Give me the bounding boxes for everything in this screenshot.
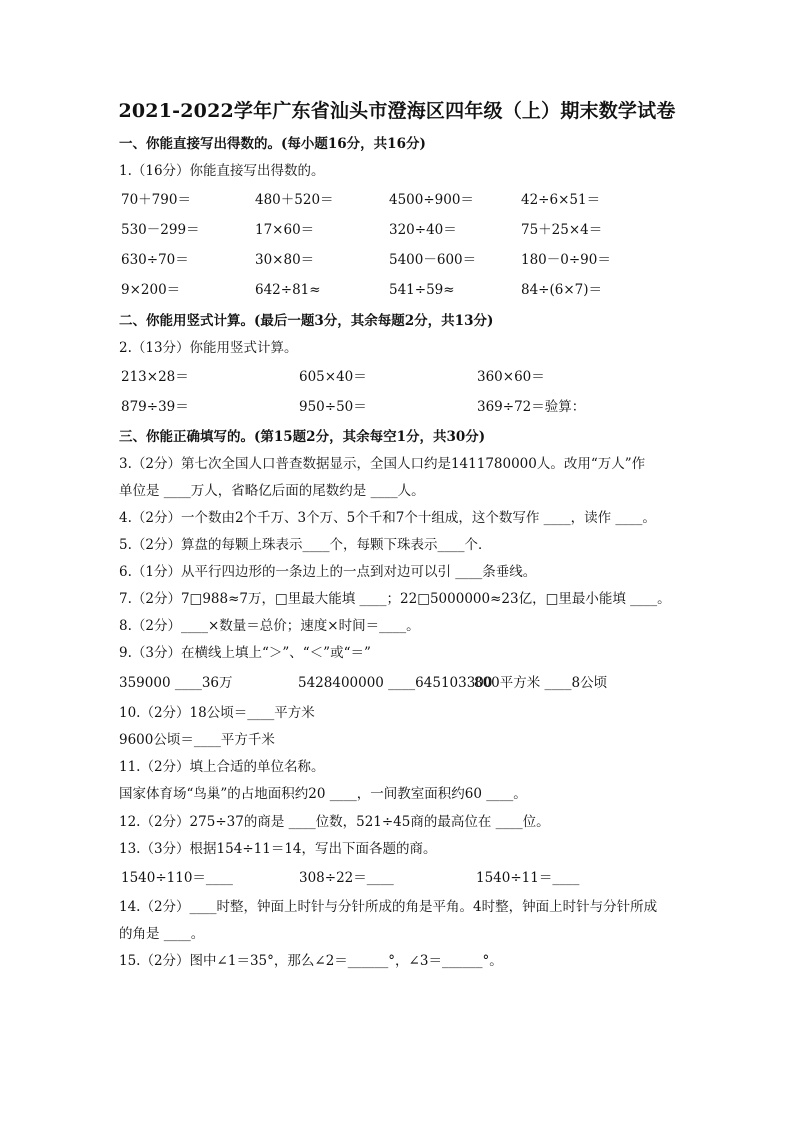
page-title: 2021-2022学年广东省汕头市澄海区四年级（上）期末数学试卷 [118, 100, 676, 122]
calc-item: 360×60＝ [477, 369, 545, 385]
calc-item: 30×80＝ [255, 252, 315, 268]
calc-item: 541÷59≈ [389, 282, 455, 298]
calc-item: 642÷81≈ [255, 282, 321, 298]
question-line: 11.（2分）填上合适的单位名称。 [119, 759, 325, 775]
question-line: 4.（2分）一个数由2个千万、3个万、5个千和7个十组成，这个数写作 ____，读作 ____。 [119, 510, 656, 526]
question-line: 6.（1分）从平行四边形的一条边上的一点到对边可以引 ____条垂线。 [119, 564, 537, 580]
vertical-calc-row [0, 368, 794, 386]
question-line: 9600公顷＝____平方千米 [119, 732, 275, 748]
question-line: 14.（2分）____时整，钟面上时针与分针所成的角是平角。4时整，钟面上时针与分针所成 [119, 899, 658, 915]
section3-heading: 三、你能正确填写的。(第15题2分，其余每空1分，共30分) [119, 429, 486, 445]
section2-heading: 二、你能用竖式计算。(最后一题3分，其余每题2分，共13分) [119, 313, 494, 329]
calc-item: 70＋790＝ [121, 192, 191, 208]
calc-item: 605×40＝ [299, 369, 367, 385]
quotient-item: 1540÷11＝____ [476, 870, 580, 886]
question-line: 国家体育场“鸟巢”的占地面积约20 ____，一间教室面积约60 ____。 [119, 786, 527, 802]
question-line: 3.（2分）第七次全国人口普查数据显示，全国人口约是1411780000人。改用“万人”作 [119, 456, 646, 472]
quotient-item: 308÷22＝____ [299, 870, 394, 886]
calc-item: 213×28＝ [121, 369, 189, 385]
question-2: 2.（13分）你能用竖式计算。 [119, 340, 298, 356]
question-line: 7.（2分）7□988≈7万，□里最大能填 ____；22□5000000≈23亿，□里最小能填 ____。 [119, 591, 671, 607]
question-line: 15.（2分）图中∠1＝35°，那么∠2＝______°，∠3＝______°。 [119, 953, 503, 969]
question-line: 5.（2分）算盘的每颗上珠表示____个，每颗下珠表示____个． [119, 537, 492, 553]
calc-item: 17×60＝ [255, 222, 315, 238]
question-line: 9.（3分）在横线上填上“＞”、“＜”或“＝” [119, 645, 371, 661]
compare-item: 800平方米 ____8公顷 [474, 675, 608, 691]
calc-item: 530－299＝ [121, 222, 200, 238]
calc-item: 42÷6×51＝ [521, 192, 601, 208]
calc-item: 84÷(6×7)＝ [521, 282, 603, 298]
question-line: 单位是 ____万人，省略亿后面的尾数约是 ____人。 [119, 483, 425, 499]
calc-item: 9×200＝ [121, 282, 181, 298]
calc-item: 5400－600＝ [389, 252, 477, 268]
calc-row [0, 221, 794, 239]
compare-item: 5428400000 ____645103300 [298, 675, 493, 691]
calc-item: 75＋25×4＝ [521, 222, 603, 238]
quotient-row [0, 869, 794, 887]
compare-row [0, 674, 794, 692]
question-line: 8.（2分）____×数量＝总价；速度×时间＝____。 [119, 618, 420, 634]
calc-item: 180－0÷90＝ [521, 252, 611, 268]
calc-row [0, 191, 794, 209]
vertical-calc-row [0, 398, 794, 416]
calc-item: 879÷39＝ [121, 399, 189, 415]
calc-row [0, 281, 794, 299]
calc-row [0, 251, 794, 269]
calc-item: 4500÷900＝ [389, 192, 474, 208]
calc-item: 950÷50＝ [299, 399, 367, 415]
question-line: 的角是 ____。 [119, 926, 205, 942]
calc-item: 480＋520＝ [255, 192, 334, 208]
compare-item: 359000 ____36万 [119, 675, 233, 691]
question-line: 10.（2分）18公顷＝____平方米 [119, 705, 315, 721]
question-line: 12.（2分）275÷37的商是 ____位数，521÷45商的最高位在 ____位。 [119, 814, 550, 830]
calc-item: 320÷40＝ [389, 222, 457, 238]
section1-heading: 一、你能直接写出得数的。(每小题16分，共16分) [119, 136, 426, 152]
question-line: 13.（3分）根据154÷11＝14，写出下面各题的商。 [119, 841, 437, 857]
calc-item: 630÷70＝ [121, 252, 189, 268]
quotient-item: 1540÷110＝____ [121, 870, 233, 886]
question-1: 1.（16分）你能直接写出得数的。 [119, 163, 325, 179]
calc-item: 369÷72＝验算： [477, 399, 586, 415]
